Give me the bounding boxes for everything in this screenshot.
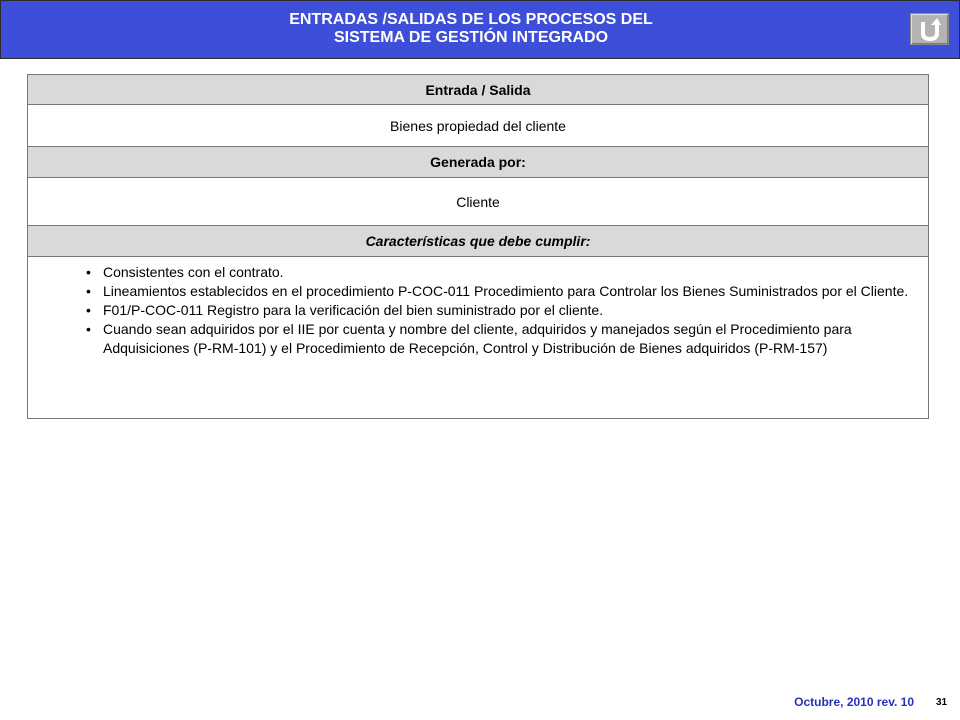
process-io-table bbox=[27, 74, 929, 419]
page-title bbox=[1, 11, 941, 47]
footer-date: Octubre, 2010 rev. 10 bbox=[794, 695, 914, 709]
header-banner bbox=[0, 0, 960, 59]
u-turn-back-icon bbox=[919, 18, 941, 42]
list-item: • Lineamientos establecidos en el procedimiento P-COC-011 Procedimiento para Controlar los Bienes Suministrados por el Cliente. bbox=[86, 282, 918, 301]
entrada-salida-value: Bienes propiedad del cliente bbox=[28, 105, 928, 147]
page-title-line1: ENTRADAS /SALIDAS DE LOS PROCESOS DEL bbox=[289, 11, 653, 28]
caracteristicas-label: Características que debe cumplir: bbox=[28, 226, 928, 257]
list-item: • F01/P-COC-011 Registro para la verificación del bien suministrado por el cliente. bbox=[86, 301, 918, 320]
back-button[interactable] bbox=[910, 13, 949, 45]
generada-por-value: Cliente bbox=[28, 178, 928, 226]
caracteristicas-list bbox=[28, 257, 928, 418]
list-item: • Cuando sean adquiridos por el IIE por cuenta y nombre del cliente, adquiridos y manejados según el Procedimiento para Adquisiciones (P-RM-101) y el Procedimiento de Recepción, Control y Distribución de Bienes adquiridos (P-RM-157) bbox=[86, 320, 918, 358]
entrada-salida-label: Entrada / Salida bbox=[28, 75, 928, 105]
page-title-line2: SISTEMA DE GESTIÓN INTEGRADO bbox=[333, 29, 609, 46]
list-item: • Consistentes con el contrato. bbox=[86, 263, 918, 282]
generada-por-label: Generada por: bbox=[28, 147, 928, 178]
page-number: 31 bbox=[936, 697, 948, 708]
